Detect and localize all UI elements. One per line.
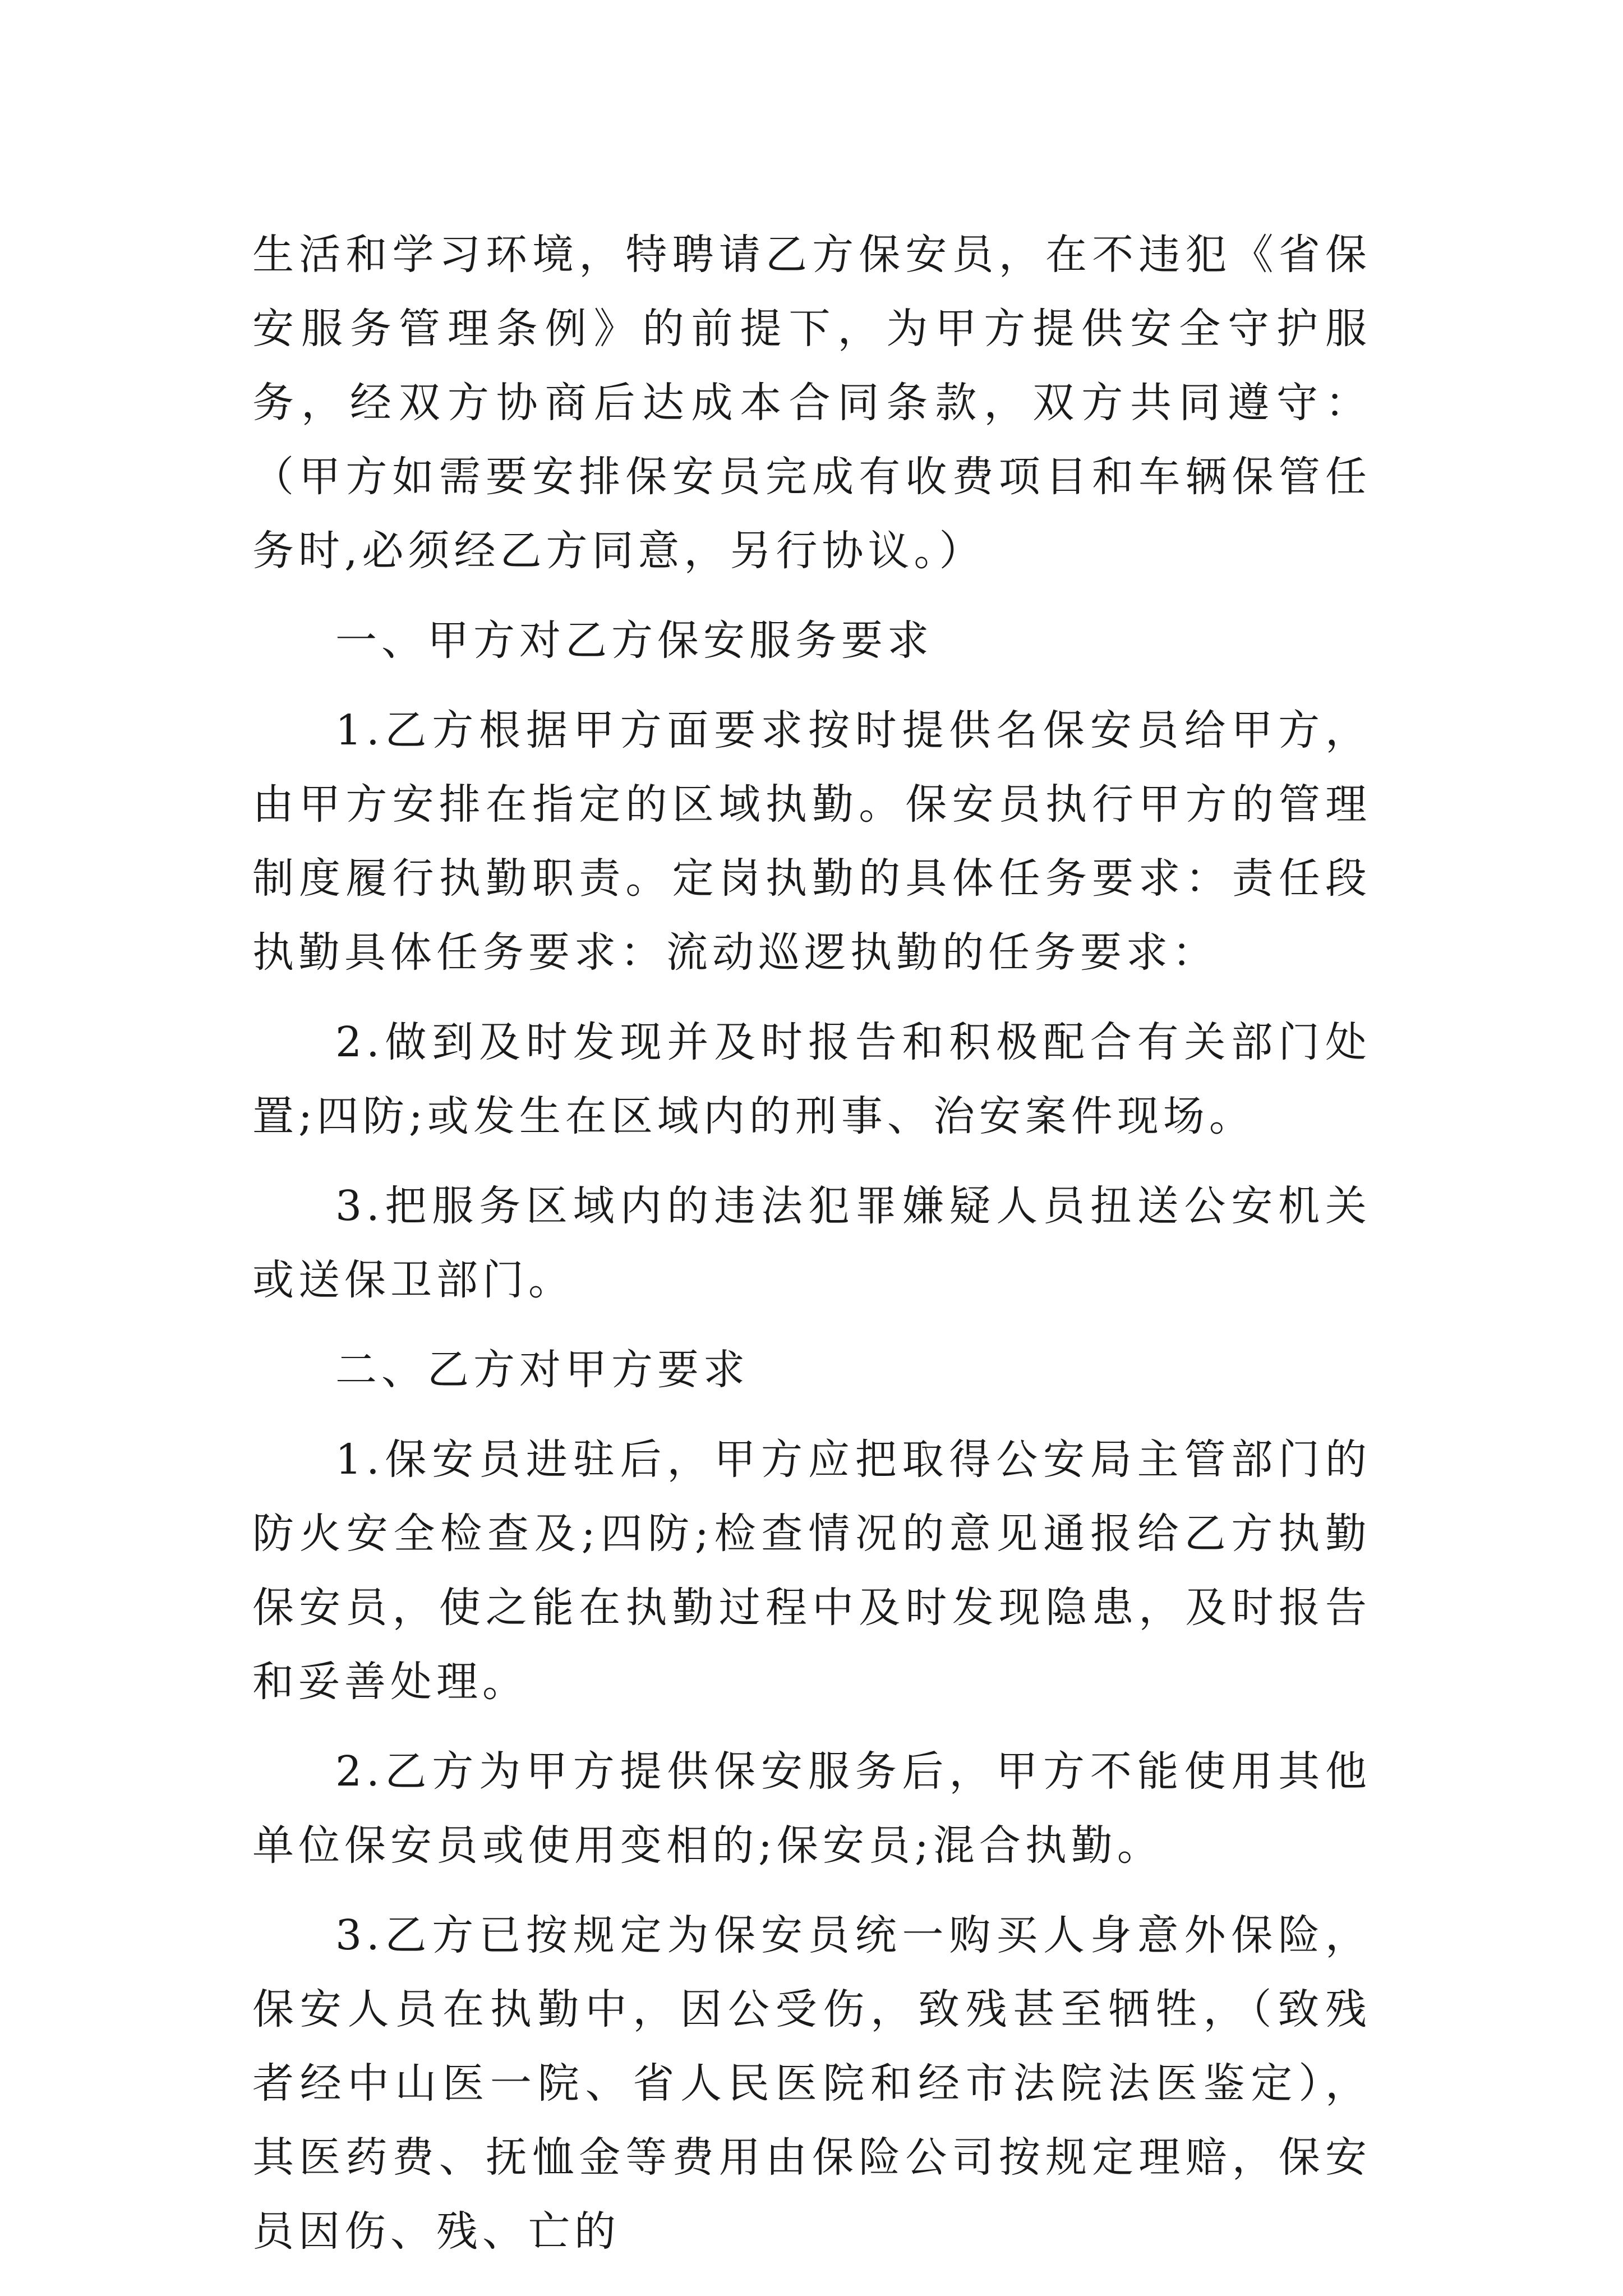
clause-2-3: 3.乙方已按规定为保安员统一购买人身意外保险，保安人员在执勤中，因公受伤，致残甚至牺牲，（致残者经中山医一院、省人民医院和经市法院法医鉴定），其医药费、抚恤金等费用由保险公司按规定理赔，保安员因伤、残、亡的 (252, 1911, 1371, 2256)
clause-1-3: 3.把服务区域内的违法犯罪嫌疑人员扭送公安机关或送保卫部门。 (252, 1182, 1371, 1304)
paragraph-intro: 生活和学习环境，特聘请乙方保安员，在不违犯《省保安服务管理条例》的前提下，为甲方提供安全守护服务，经双方协商后达成本合同条款，双方共同遵守：（甲方如需要安排保安员完成有收费项目和车辆保管任务时,必须经乙方同意，另行协议。） (252, 231, 1371, 575)
section-heading-2: 二、乙方对甲方要求 (335, 1346, 749, 1394)
section-heading-1: 一、甲方对乙方保安服务要求 (335, 616, 933, 665)
clause-1-1: 1.乙方根据甲方面要求按时提供名保安员给甲方，由甲方安排在指定的区域执勤。保安员执行甲方的管理制度履行执勤职责。定岗执勤的具体任务要求：责任段执勤具体任务要求：流动巡逻执勤的任务要求： (252, 706, 1371, 977)
clause-2-1: 1.保安员进驻后，甲方应把取得公安局主管部门的防火安全检查及;四防;检查情况的意见通报给乙方执勤保安员，使之能在执勤过程中及时发现隐患，及时报告和妥善处理。 (252, 1435, 1371, 1706)
contract-body (252, 218, 1371, 2269)
clause-1-2: 2.做到及时发现并及时报告和积极配合有关部门处置;四防;或发生在区域内的刑事、治安案件现场。 (252, 1018, 1371, 1140)
clause-2-2: 2.乙方为甲方提供保安服务后，甲方不能使用其他单位保安员或使用变相的;保安员;混合执勤。 (252, 1747, 1371, 1870)
